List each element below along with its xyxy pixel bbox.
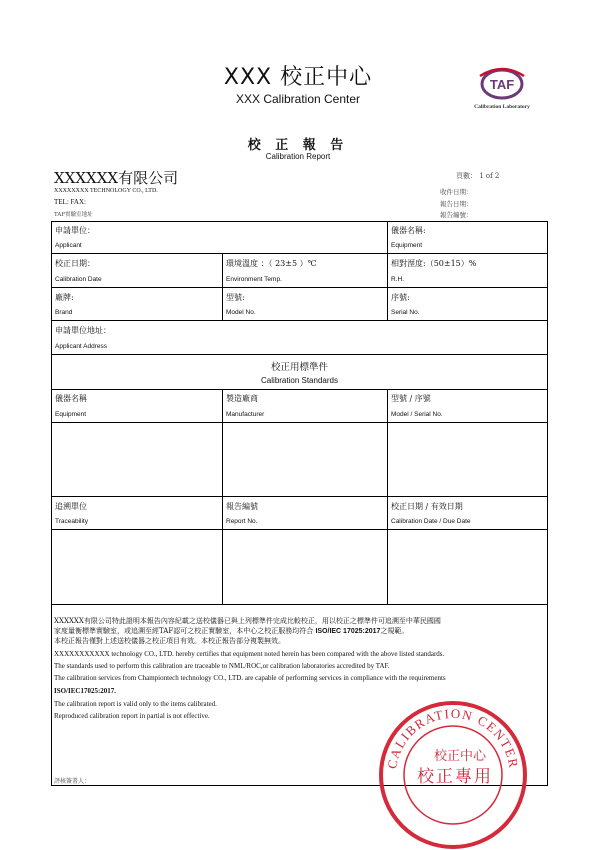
center-title-en: XXX Calibration Center xyxy=(235,92,361,106)
row-divider xyxy=(51,287,548,288)
company-name-en: XXXXXXXX TECHNOLOGY CO., LTD. xyxy=(54,188,158,194)
statement-line-2-pre: 家度量衡標準實驗室，或追溯至經TAF認可之校正實驗室，本中心之校正服務均符合 xyxy=(54,627,316,635)
calibration-date-label-en: Calibration Date xyxy=(55,276,102,283)
std-report-no-header-en: Report No. xyxy=(226,518,258,525)
seal-line-1: 校正中心 xyxy=(433,749,487,764)
statement-line-2-post: 之規範。 xyxy=(380,627,409,635)
calibration-date-label-cn: 校正日期： xyxy=(55,259,95,268)
equipment-label-en: Equipment xyxy=(391,242,423,249)
applicant-label-en: Applicant xyxy=(55,242,82,249)
rh-label-cn: 相對溼度:（50±15）% xyxy=(391,259,477,268)
col-divider xyxy=(387,221,388,253)
statement-line-4: XXXXXXXXXXX technology CO., LTD. hereby certifies that equipment noted herein has been compared with the above listed standards. xyxy=(54,650,445,658)
env-temp-label-cn: 環境溫度 ：（ 23±5 ）℃ xyxy=(226,259,317,268)
seal-line-2: 校正專用 xyxy=(417,767,493,787)
model-label-en: Model No. xyxy=(226,309,256,316)
row-divider xyxy=(51,253,548,254)
std-model-serial-header-cn: 型號 / 序號 xyxy=(391,394,431,403)
col-divider xyxy=(222,253,223,320)
env-temp-label-en: Environment Temp. xyxy=(226,276,282,283)
std-cal-due-date-header-cn: 校正日期 / 有效日期 xyxy=(391,502,463,511)
report-title-en: Calibration Report xyxy=(265,152,331,161)
std-equipment-header-en: Equipment xyxy=(55,411,87,418)
page-number: 頁數： 1 of 2 xyxy=(456,172,500,180)
lab-address: TAF實驗室地址 xyxy=(54,212,93,218)
seal-ring-text: CALIBRATION CENTER xyxy=(384,705,522,770)
std-traceability-header-en: Traceability xyxy=(55,518,88,525)
row-divider xyxy=(51,529,548,530)
col-divider xyxy=(387,253,388,320)
statement-line-7: ISO/IEC17025:2017. xyxy=(54,687,117,695)
statement-line-3: 本校正報告僅對上述送校儀器之校正項目有效。本校正報告部分複製無效。 xyxy=(54,637,285,645)
taf-logo-text: TAF xyxy=(489,77,515,92)
address-label-en: Applicant Address xyxy=(55,343,108,350)
statement-iso-standard: ISO/IEC 17025:2017 xyxy=(315,628,381,635)
std-equipment-header-cn: 儀器名稱 xyxy=(55,394,87,403)
brand-label-en: Brand xyxy=(55,309,73,316)
row-divider xyxy=(51,422,548,423)
address-label-cn: 申請單位地址： xyxy=(55,326,111,335)
std-report-no-header-cn: 報告編號 xyxy=(226,502,258,511)
company-tel-fax: TEL: FAX: xyxy=(54,198,86,206)
std-manufacturer-header-en: Manufacturer xyxy=(226,411,265,418)
company-name-cn: XXXXXX有限公司 xyxy=(54,169,179,187)
calibration-seal xyxy=(378,700,528,850)
col-divider xyxy=(222,389,223,604)
report-title-cn: 校 正 報 告 xyxy=(247,138,349,153)
std-cal-due-date-header-en: Calibration Date / Due Date xyxy=(391,518,471,525)
std-traceability-header-cn: 追溯單位 xyxy=(55,502,87,511)
brand-label-cn: 廠牌: xyxy=(55,293,74,302)
row-divider xyxy=(51,604,548,605)
rh-label-en: R.H. xyxy=(391,276,404,283)
taf-logo-caption: Calibration Laboratory xyxy=(474,104,530,110)
serial-label-cn: 序號: xyxy=(391,293,410,302)
received-date-label: 收件日期： xyxy=(440,188,473,196)
statement-line-1: XXXXXX有限公司特此證明本報告內容紀載之送校儀器已與上列標準件完成比較校正，用以校正之標準件可追溯至中華民國國 xyxy=(54,617,441,625)
statement-line-6: The calibration services from Championtech technology CO., LTD. are capable of performing services in compliance with the requirements xyxy=(54,674,446,682)
equipment-name-label-cn: 儀器名稱: xyxy=(391,226,426,235)
standards-title-en: Calibration Standards xyxy=(261,376,338,385)
applicant-label-cn: 申請單位： xyxy=(55,226,95,235)
row-divider xyxy=(51,320,548,321)
std-model-serial-header-en: Model / Serial No. xyxy=(391,411,443,418)
model-label-cn: 型號: xyxy=(226,293,245,302)
serial-label-en: Serial No. xyxy=(391,309,420,316)
col-divider xyxy=(387,389,388,604)
statement-line-5: The standards used to perform this calibration are traceable to NML/ROC,or calibration laboratories accredited by TAF. xyxy=(54,662,390,670)
std-manufacturer-header-cn: 製造廠商 xyxy=(226,394,258,403)
center-title-cn: XXX 校正中心 xyxy=(223,65,373,90)
statement-line-9: Reproduced calibration report in partial is not effective. xyxy=(54,712,210,720)
report-number-label: 報告編號： xyxy=(440,211,473,219)
statement-line-8: The calibration report is valid only to the items calibrated. xyxy=(54,700,217,708)
row-divider xyxy=(51,496,548,497)
report-date-label: 報告日期： xyxy=(440,200,473,208)
row-divider xyxy=(51,354,548,355)
standards-title-cn: 校正用標準件 xyxy=(270,362,328,373)
row-divider xyxy=(51,389,548,390)
signatory-label: 評核簽署人： xyxy=(54,778,91,785)
